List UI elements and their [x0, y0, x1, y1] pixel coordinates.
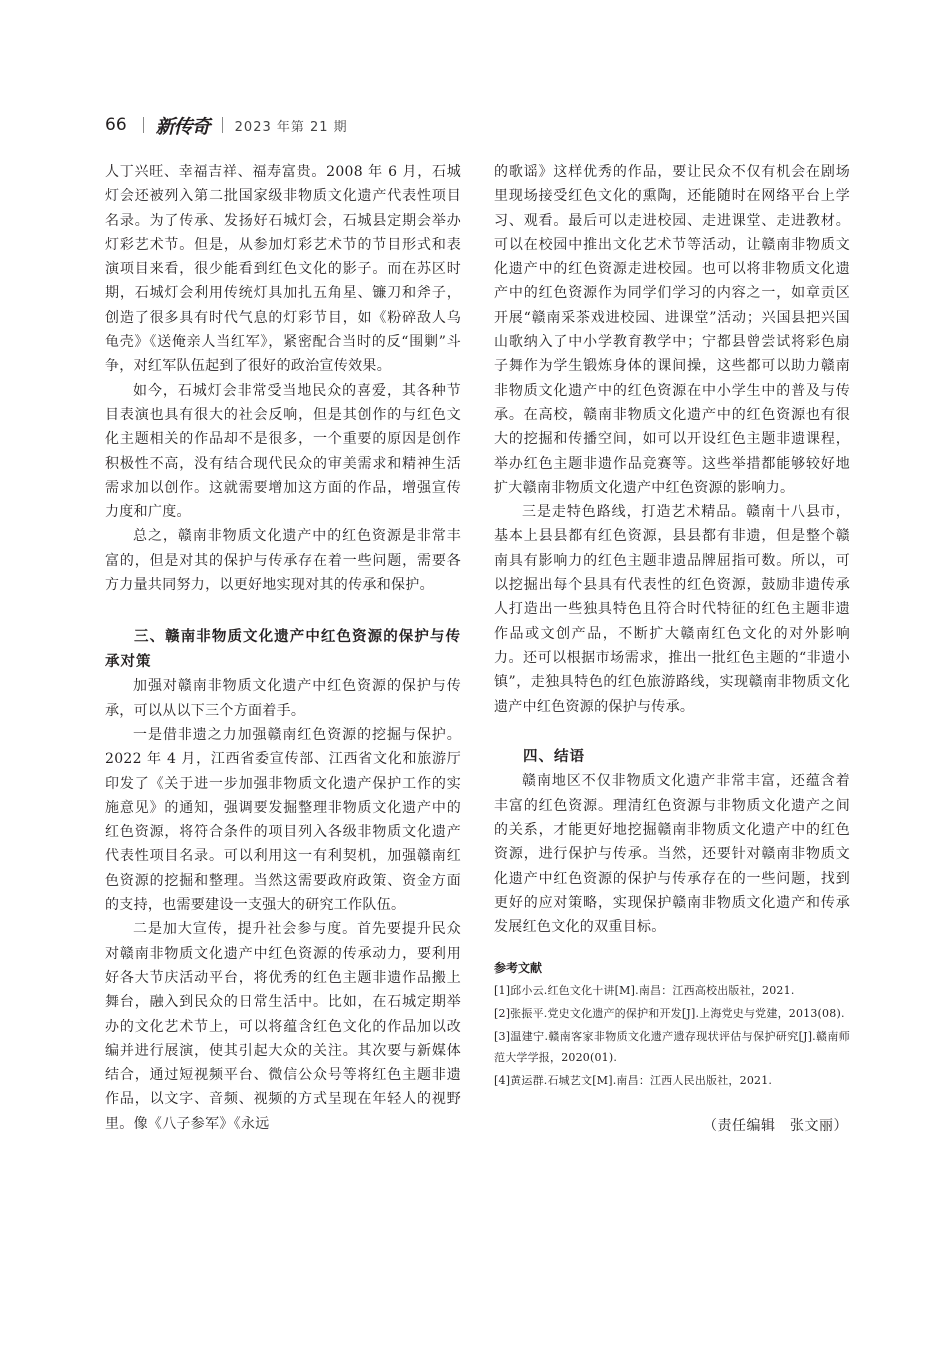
- section-heading: 三、赣南非物质文化遗产中红色资源的保护与传承对策: [105, 629, 461, 670]
- paragraph: 二是加大宣传，提升社会参与度。首先要提升民众对赣南非物质文化遗产中红色资源的传承动力，要利用好各大节庆活动平台，将优秀的红色主题非遗作品搬上舞台，融入到民众的日常生活中。比如，在石城定期举办的文化艺术节上，可以将蕴含红色文化的作品加以改编并进行展演，使其引起大众的关注。其次要与新媒体结合，通过短视频平台、微信公众号等将红色主题非遗作品，以文字、音频、视频的方式呈现在年轻人的视野里。像《八子参军》《永远: [105, 921, 461, 1132]
- reference-item: [1]邱小云.红色文化十讲[M].南昌：江西高校出版社，2021.: [494, 984, 795, 998]
- right-column: [494, 160, 850, 1135]
- paragraph: 人丁兴旺、幸福吉祥、福寿富贵。2008 年 6 月，石城灯会还被列入第二批国家级非物质文化遗产代表性项目名录。为了传承、发扬好石城灯会，石城县定期会举办灯彩艺术节。但是，从参加灯彩艺术节的节目形式和表演项目来看，很少能看到红色文化的影子。而在苏区时期，石城灯会利用传统灯具加扎五角星、镰刀和斧子，创造了很多具有时代气息的灯彩节目，如《粉碎敌人乌龟壳》《送俺亲人当红军》，紧密配合当时的反“围剿”斗争，对红军队伍起到了很好的政治宣传效果。: [105, 164, 461, 375]
- reference-item: [3]温建宁.赣南客家非物质文化遗产遗存现状评估与保护研究[J].赣南师范大学学报，2020(01).: [494, 1030, 850, 1065]
- page-header: [105, 112, 348, 138]
- paragraph: 赣南地区不仅非物质文化遗产非常丰富，还蕴含着丰富的红色资源。理清红色资源与非物质文化遗产之间的关系，才能更好地挖掘赣南非物质文化遗产中的红色资源，进行保护与传承。当然，还要针对赣南非物质文化遗产中红色资源的保护与传承存在的一些问题，找到更好的应对策略，实现保护赣南非物质文化遗产和传承发展红色文化的双重目标。: [494, 773, 850, 936]
- left-column: [105, 160, 461, 1136]
- paragraph: 三是走特色路线，打造艺术精品。赣南十八县市，基本上县县都有红色资源，县县都有非遗，但是整个赣南具有影响力的红色主题非遗品牌屈指可数。所以，可以挖掘出每个县具有代表性的红色资源，鼓励非遗传承人打造出一些独具特色且符合时代特征的红色主题非遗作品或文创产品，不断扩大赣南红色文化的对外影响力。还可以根据市场需求，推出一批红色主题的“非遗小镇”，走独具特色的红色旅游路线，实现赣南非物质文化遗产中红色资源的保护与传承。: [494, 504, 850, 715]
- paragraph: 的歌谣》这样优秀的作品，要让民众不仅有机会在剧场里现场接受红色文化的熏陶，还能随时在网络平台上学习、观看。最后可以走进校园、走进课堂、走进教材。可以在校园中推出文化艺术节等活动，让赣南非物质文化遗产中的红色资源走进校园。也可以将非物质文化遗产中的红色资源作为同学们学习的内容之一，如章贡区开展“赣南采茶戏进校园、进课堂”活动；兴国县把兴国山歌纳入了中小学教育教学中；宁都县曾尝试将彩色扇子舞作为学生锻炼身体的课间操，这些都可以助力赣南非物质文化遗产中的红色资源在中小学生中的普及与传承。在高校，赣南非物质文化遗产中的红色资源也有很大的挖掘和传播空间，如可以开设红色主题非遗课程，举办红色主题非遗作品竞赛等。这些举措都能够较好地扩大赣南非物质文化遗产中红色资源的影响力。: [494, 164, 850, 496]
- references: [494, 959, 850, 1091]
- responsible-editor: （责任编辑 张文丽）: [703, 1118, 848, 1135]
- paragraph: 加强对赣南非物质文化遗产中红色资源的保护与传承，可以从以下三个方面着手。: [105, 678, 461, 719]
- paragraph: 总之，赣南非物质文化遗产中的红色资源是非常丰富的，但是对其的保护与传承存在着一些问题，需要各方力量共同努力，以更好地实现对其的传承和保护。: [105, 528, 461, 594]
- issue-label: 2023 年第 21 期: [234, 119, 348, 135]
- reference-item: [4]黄运群.石城艺文[M].南昌：江西人民出版社，2021.: [494, 1074, 773, 1088]
- section-heading: 四、结语: [523, 748, 585, 765]
- references-title: 参考文献: [494, 961, 543, 976]
- header-divider: [222, 117, 223, 133]
- header-divider: [143, 117, 144, 133]
- reference-item: [2]张振平.党史文化遗产的保护和开发[J].上海党史与党建，2013(08).: [494, 1007, 845, 1021]
- journal-logo: 新传奇: [155, 115, 210, 138]
- paragraph: 如今，石城灯会非常受当地民众的喜爱，其各种节目表演也具有很大的社会反响，但是其创作的与红色文化主题相关的作品却不是很多，一个重要的原因是创作积极性不高，没有结合现代民众的审美需求和精神生活需求加以创作。这就需要增加这方面的作品，增强宣传力度和广度。: [105, 382, 461, 521]
- paragraph: 一是借非遗之力加强赣南红色资源的挖掘与保护。2022 年 4 月，江西省委宣传部、江西省文化和旅游厅印发了《关于进一步加强非物质文化遗产保护工作的实施意见》的通知，强调要发掘整理非物质文化遗产中的红色资源，将符合条件的项目列入各级非物质文化遗产代表性项目名录。可以利用这一有利契机，加强赣南红色资源的挖掘和整理。当然这需要政府政策、资金方面的支持，也需要建设一支强大的研究工作队伍。: [105, 726, 461, 914]
- page-number: 66: [105, 115, 127, 135]
